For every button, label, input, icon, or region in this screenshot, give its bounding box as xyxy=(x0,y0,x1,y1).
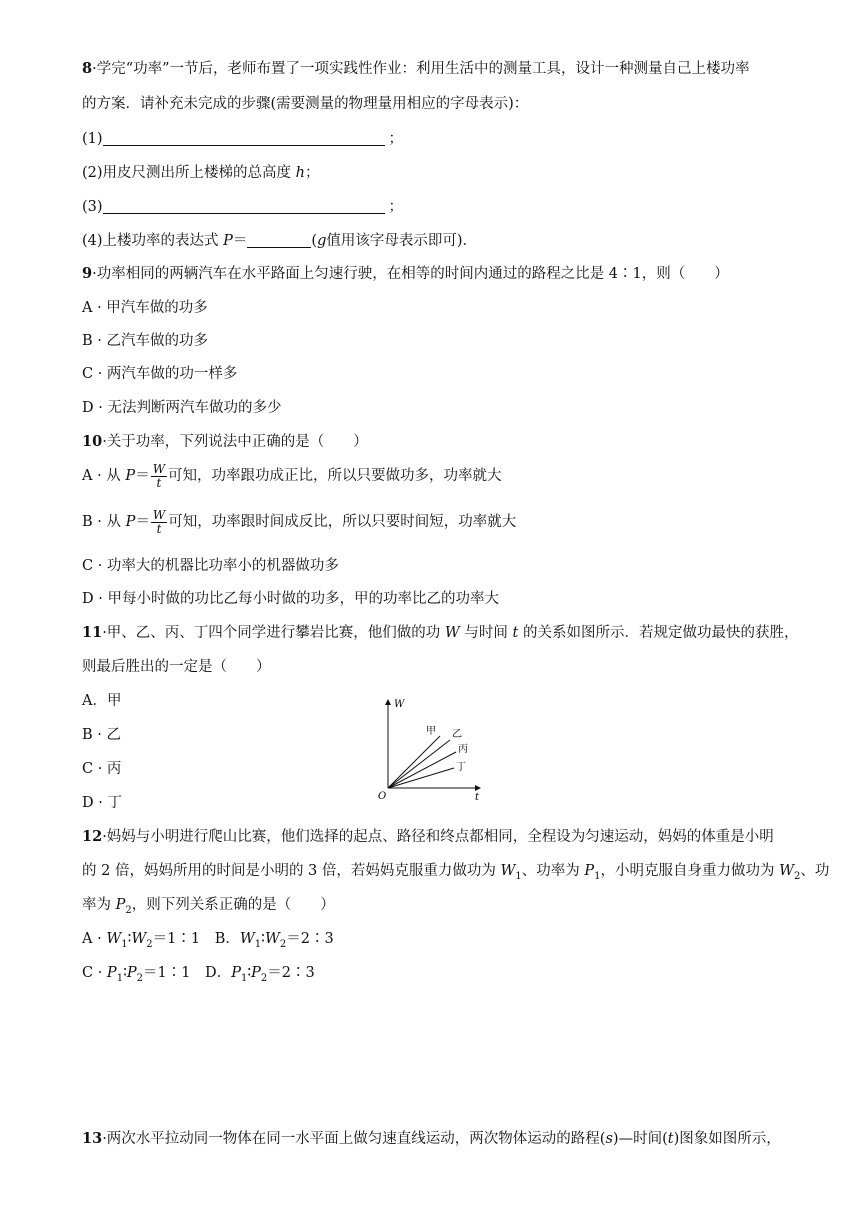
q12-a-w2: W xyxy=(131,931,147,947)
q10-a-eq: ＝ xyxy=(135,468,150,484)
q10-b-p: P xyxy=(125,514,136,530)
q12-a-label: A · xyxy=(82,931,107,947)
q12-w2-sub: 2 xyxy=(794,870,801,882)
q12-a-sub2: 2 xyxy=(146,938,153,950)
q11-option-a[interactable]: A．甲 xyxy=(82,693,122,709)
q8-step4-blank[interactable] xyxy=(247,231,311,248)
q11-option-d[interactable]: D · 丁 xyxy=(82,795,122,811)
q11-option-c[interactable]: C · 丙 xyxy=(82,761,122,777)
q13-text-c: )图象如图所示， xyxy=(673,1131,781,1147)
q10-a-frac-num: W xyxy=(152,461,166,476)
q13-var-t: t xyxy=(667,1131,674,1147)
graph-label-yi: 乙 xyxy=(452,729,462,740)
q10-a-fraction xyxy=(151,463,167,490)
q8-step1-end: ； xyxy=(388,131,404,147)
q8-step1 xyxy=(82,128,403,150)
q12-d-sub1: 1 xyxy=(240,972,248,984)
q12-option-d[interactable] xyxy=(205,965,315,984)
q12-w1-sub: 1 xyxy=(515,870,522,882)
graph-label-bing: 丙 xyxy=(458,744,468,755)
q13-number: 13 xyxy=(82,1130,103,1147)
q8-text2: 的方案．请补充未完成的步骤(需要测量的物理量用相应的字母表示)： xyxy=(82,96,529,112)
q11-var-t: t xyxy=(512,625,519,641)
q11-stem-line1 xyxy=(82,622,798,644)
q8-step2 xyxy=(82,162,320,184)
q12-option-a[interactable] xyxy=(82,931,201,950)
q12-c-label: C · xyxy=(82,965,107,981)
q8-step3-end: ； xyxy=(388,199,404,215)
q12-b-sub1: 1 xyxy=(254,938,262,950)
q9-option-c[interactable]: C · 两汽车做的功一样多 xyxy=(82,366,238,382)
q10-b-frac-num: W xyxy=(152,507,166,522)
q10-a-post: 可知，功率跟功成正比，所以只要做功多，功率就大 xyxy=(168,468,502,484)
q12-text1: ·妈妈与小明进行爬山比赛，他们选择的起点、路径和终点都相同，全程设为匀速运动，妈妈的体重是小明 xyxy=(102,829,774,845)
q12-b-ratio: ＝2∶3 xyxy=(286,931,334,947)
q12-d-p2: P xyxy=(251,965,261,981)
graph-origin-label: O xyxy=(378,791,387,802)
q12-text2d: 、功 xyxy=(800,863,830,879)
q10-b-frac-den: t xyxy=(156,521,162,536)
q13-var-s: s xyxy=(605,1131,613,1147)
q12-text2c: ，小明克服自身重力做功为 xyxy=(600,863,775,879)
q12-b-label: B． xyxy=(214,931,240,947)
q12-c-p1: P xyxy=(106,965,117,981)
q10-number: 10 xyxy=(82,433,103,450)
q12-b-sub2: 2 xyxy=(279,938,287,950)
q11-text-b: 与时间 xyxy=(464,625,508,641)
q9-text: ·功率相同的两辆汽车在水平路面上匀速行驶，在相等的时间内通过的路程之比是 4∶1，则（ ） xyxy=(92,266,729,282)
q10-stem xyxy=(82,431,368,453)
q12-options-cd xyxy=(82,962,315,990)
q10-b-fraction xyxy=(151,509,167,536)
q10-a-p: P xyxy=(125,468,136,484)
graph-line-yi xyxy=(388,740,450,788)
q12-option-b[interactable] xyxy=(214,931,334,950)
q10-a-frac-den: t xyxy=(156,475,162,490)
q10-option-a[interactable] xyxy=(82,461,502,491)
q12-p2-sub: 2 xyxy=(125,904,132,916)
q8-step4-text: (4)上楼功率的表达式 xyxy=(82,233,219,249)
q12-w1-var: W xyxy=(500,863,516,879)
q8-step1-blank[interactable] xyxy=(103,129,385,146)
q11-text-a: ·甲、乙、丙、丁四个同学进行攀岩比赛，他们做的功 xyxy=(102,625,441,641)
q9-option-b[interactable]: B · 乙汽车做的功多 xyxy=(82,333,208,349)
q9-number: 9 xyxy=(82,265,93,282)
q12-p1-sub: 1 xyxy=(594,870,601,882)
q12-p1-var: P xyxy=(584,863,595,879)
q13-text-b: )—时间( xyxy=(612,1131,668,1147)
q10-b-pre: B · 从 xyxy=(82,514,121,530)
q12-b-w2: W xyxy=(264,931,280,947)
q8-step3 xyxy=(82,196,403,218)
q12-number: 12 xyxy=(82,828,103,845)
q8-step4-text2: 值用该字母表示即可)． xyxy=(326,233,478,249)
q8-stem-line2 xyxy=(82,93,528,115)
q8-stem-line1 xyxy=(82,58,750,80)
q11-number: 11 xyxy=(82,624,103,641)
q12-options-ab xyxy=(82,928,334,956)
q8-text1: ·学完“功率”一节后，老师布置了一项实践性作业：利用生活中的测量工具，设计一种测量自己上楼功率 xyxy=(92,61,750,77)
q12-stem-line2 xyxy=(82,860,829,888)
q12-c-sub1: 1 xyxy=(116,972,124,984)
q12-b-w1: W xyxy=(239,931,255,947)
q10-a-pre: A · 从 xyxy=(82,468,121,484)
graph-x-label: t xyxy=(475,792,480,803)
q8-step4-g: g xyxy=(317,233,327,249)
q8-step1-label: (1) xyxy=(82,131,103,147)
q10-text: ·关于功率，下列说法中正确的是（ ） xyxy=(102,434,368,450)
q9-stem xyxy=(82,263,729,285)
q8-step4-var: P xyxy=(223,233,233,249)
q12-text3b: ，则下列关系正确的是（ ） xyxy=(131,897,335,913)
q12-a-sub1: 1 xyxy=(121,938,128,950)
graph-label-jia: 甲 xyxy=(426,726,436,737)
q10-b-post: 可知，功率跟时间成反比，所以只要时间短，功率就大 xyxy=(168,514,517,530)
q9-option-d[interactable]: D · 无法判断两汽车做功的多少 xyxy=(82,400,282,416)
q9-option-a[interactable]: A · 甲汽车做的功多 xyxy=(82,300,208,316)
q8-step2-end: ； xyxy=(305,165,320,181)
q8-step2-var: h xyxy=(295,165,305,181)
q11-stem-line2: 则最后胜出的一定是（ ） xyxy=(82,659,271,675)
graph-label-ding: 丁 xyxy=(456,762,466,773)
q12-stem-line3 xyxy=(82,894,335,922)
q13-stem xyxy=(82,1128,781,1150)
q10-b-eq: ＝ xyxy=(135,514,150,530)
q8-step2-text: (2)用皮尺测出所上楼梯的总高度 xyxy=(82,165,292,181)
q11-var-w: W xyxy=(444,625,460,641)
q8-step4 xyxy=(82,230,477,252)
q12-text2b: 、功率为 xyxy=(521,863,580,879)
q13-text-a: ·两次水平拉动同一物体在同一水平面上做匀速直线运动，两次物体运动的路程( xyxy=(102,1131,606,1147)
q12-a-colon: ∶ xyxy=(127,931,132,947)
q8-step4-eq: ＝ xyxy=(232,233,248,249)
q12-d-ratio: ＝2∶3 xyxy=(267,965,315,981)
q12-d-colon: ∶ xyxy=(247,965,252,981)
q12-b-colon: ∶ xyxy=(261,931,265,947)
q12-c-sub2: 2 xyxy=(136,972,143,984)
q12-d-p1: P xyxy=(231,965,241,981)
q12-c-p2: P xyxy=(126,965,137,981)
graph-y-label: W xyxy=(394,699,405,710)
q10-option-c[interactable]: C · 功率大的机器比功率小的机器做功多 xyxy=(82,558,339,574)
q8-number: 8 xyxy=(82,60,93,77)
q11-text-c: 的关系如图所示．若规定做功最快的获胜， xyxy=(522,625,799,641)
q12-c-ratio: ＝1∶1 xyxy=(142,965,191,981)
q12-d-sub2: 2 xyxy=(260,972,268,984)
q12-c-colon: ∶ xyxy=(123,965,127,981)
q12-option-c[interactable] xyxy=(82,965,191,984)
q11-option-b[interactable]: B · 乙 xyxy=(82,727,121,743)
q12-w2-var: W xyxy=(779,863,795,879)
q12-a-w1: W xyxy=(106,931,122,947)
q11-work-time-graph xyxy=(370,692,490,804)
q12-a-ratio: ＝1∶1 xyxy=(152,931,201,947)
q12-d-label: D． xyxy=(205,965,232,981)
q8-step3-blank[interactable] xyxy=(103,197,385,214)
q12-p2-var: P xyxy=(115,897,126,913)
q12-text3a: 率为 xyxy=(82,897,111,913)
q8-step3-label: (3) xyxy=(82,199,103,215)
q8-step4-paren: ( xyxy=(311,233,318,249)
q10-option-b[interactable] xyxy=(82,507,516,537)
q10-option-d[interactable]: D · 甲每小时做的功比乙每小时做的功多，甲的功率比乙的功率大 xyxy=(82,591,499,607)
q12-stem-line1 xyxy=(82,826,774,848)
q12-text2a: 的 2 倍，妈妈所用的时间是小明的 3 倍，若妈妈克服重力做功为 xyxy=(82,863,496,879)
